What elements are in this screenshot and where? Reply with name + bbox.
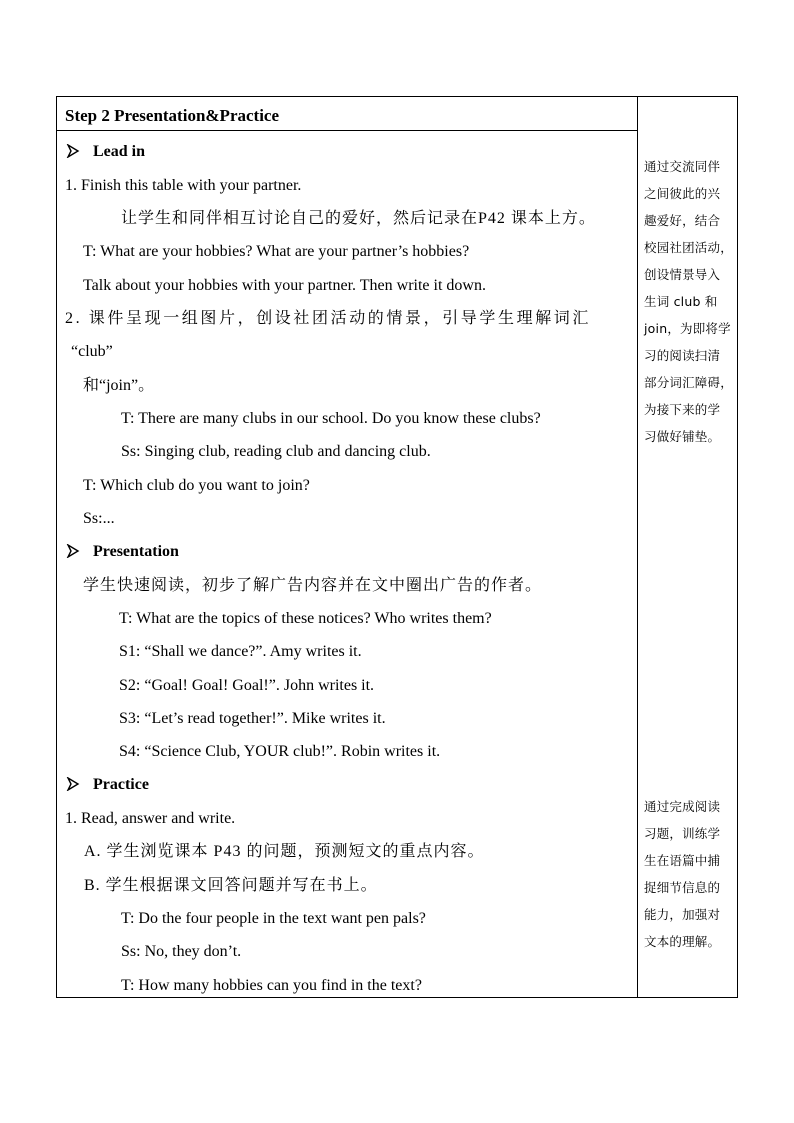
lead-in-teacher-4: T: Which club do you want to join?: [83, 477, 310, 494]
note-line: 为接下来的学: [644, 402, 721, 417]
lead-in-chinese-1: 让学生和同伴相互讨论自己的爱好，然后记录在P42 课本上方。: [121, 210, 596, 227]
practice-item-a: A. 学生浏览课本 P43 的问题，预测短文的重点内容。: [84, 843, 485, 860]
arrow-bullet-icon: [66, 544, 80, 558]
lead-in-heading: Lead in: [93, 143, 146, 160]
note-line: 通过完成阅读: [644, 799, 721, 814]
lead-in-students-1: Ss: Singing club, reading club and dancing club.: [121, 443, 431, 460]
note-line: 创设情景导入: [644, 267, 721, 282]
presentation-s4: S4: “Science Club, YOUR club!”. Robin writes it.: [119, 743, 441, 760]
note-line: 之间彼此的兴: [644, 186, 721, 201]
note-line: 生词 club 和: [644, 294, 718, 309]
lead-in-teacher-3: T: There are many clubs in our school. Do you know these clubs?: [121, 410, 541, 427]
lesson-table: [56, 96, 738, 998]
note-line: join，为即将学: [644, 321, 731, 336]
lead-in-item-2: 2. 课件呈现一组图片，创设社团活动的情景，引导学生理解词汇: [65, 310, 592, 327]
lead-in-item-2-join: 和“join”。: [83, 377, 155, 394]
presentation-s3: S3: “Let’s read together!”. Mike writes it.: [119, 710, 386, 727]
note-line: 文本的理解。: [644, 934, 721, 949]
note-line: 生在语篇中捕: [644, 853, 721, 868]
lead-in-item-2-club: “club”: [71, 343, 113, 360]
note-line: 捉细节信息的: [644, 880, 721, 895]
note-line: 部分词汇障碍，: [644, 375, 733, 390]
practice-teacher-1: T: Do the four people in the text want pen pals?: [121, 910, 426, 927]
note-line: 校园社团活动，: [644, 240, 733, 255]
arrow-bullet-icon: [66, 144, 80, 158]
practice-item-1: 1. Read, answer and write.: [65, 810, 236, 827]
design-note-2: [644, 793, 734, 955]
step-title: Step 2 Presentation&Practice: [65, 106, 280, 125]
arrow-bullet-icon: [66, 777, 80, 791]
note-line: 习做好铺垫。: [644, 429, 721, 444]
presentation-chinese: 学生快速阅读，初步了解广告内容并在文中圈出广告的作者。: [83, 577, 543, 594]
presentation-s1: S1: “Shall we dance?”. Amy writes it.: [119, 643, 362, 660]
practice-item-b: B. 学生根据课文回答问题并写在书上。: [84, 877, 378, 894]
presentation-teacher: T: What are the topics of these notices? Who writes them?: [119, 610, 492, 627]
lead-in-item-1: 1. Finish this table with your partner.: [65, 177, 302, 194]
note-line: 能力，加强对: [644, 907, 721, 922]
practice-heading: Practice: [93, 776, 149, 793]
header-row: [57, 97, 637, 131]
column-divider: [637, 97, 638, 997]
lead-in-students-2: Ss:...: [83, 510, 115, 527]
note-line: 趣爱好，结合: [644, 213, 721, 228]
practice-teacher-2: T: How many hobbies can you find in the text?: [121, 977, 422, 994]
lead-in-teacher-2: Talk about your hobbies with your partner. Then write it down.: [83, 277, 486, 294]
presentation-heading: Presentation: [93, 543, 179, 560]
note-line: 习的阅读扫清: [644, 348, 721, 363]
presentation-s2: S2: “Goal! Goal! Goal!”. John writes it.: [119, 677, 375, 694]
note-line: 通过交流同伴: [644, 159, 721, 174]
practice-students: Ss: No, they don’t.: [121, 943, 242, 960]
lead-in-teacher-1: T: What are your hobbies? What are your partner’s hobbies?: [83, 243, 470, 260]
design-note-1: [644, 153, 734, 450]
note-line: 习题，训练学: [644, 826, 721, 841]
